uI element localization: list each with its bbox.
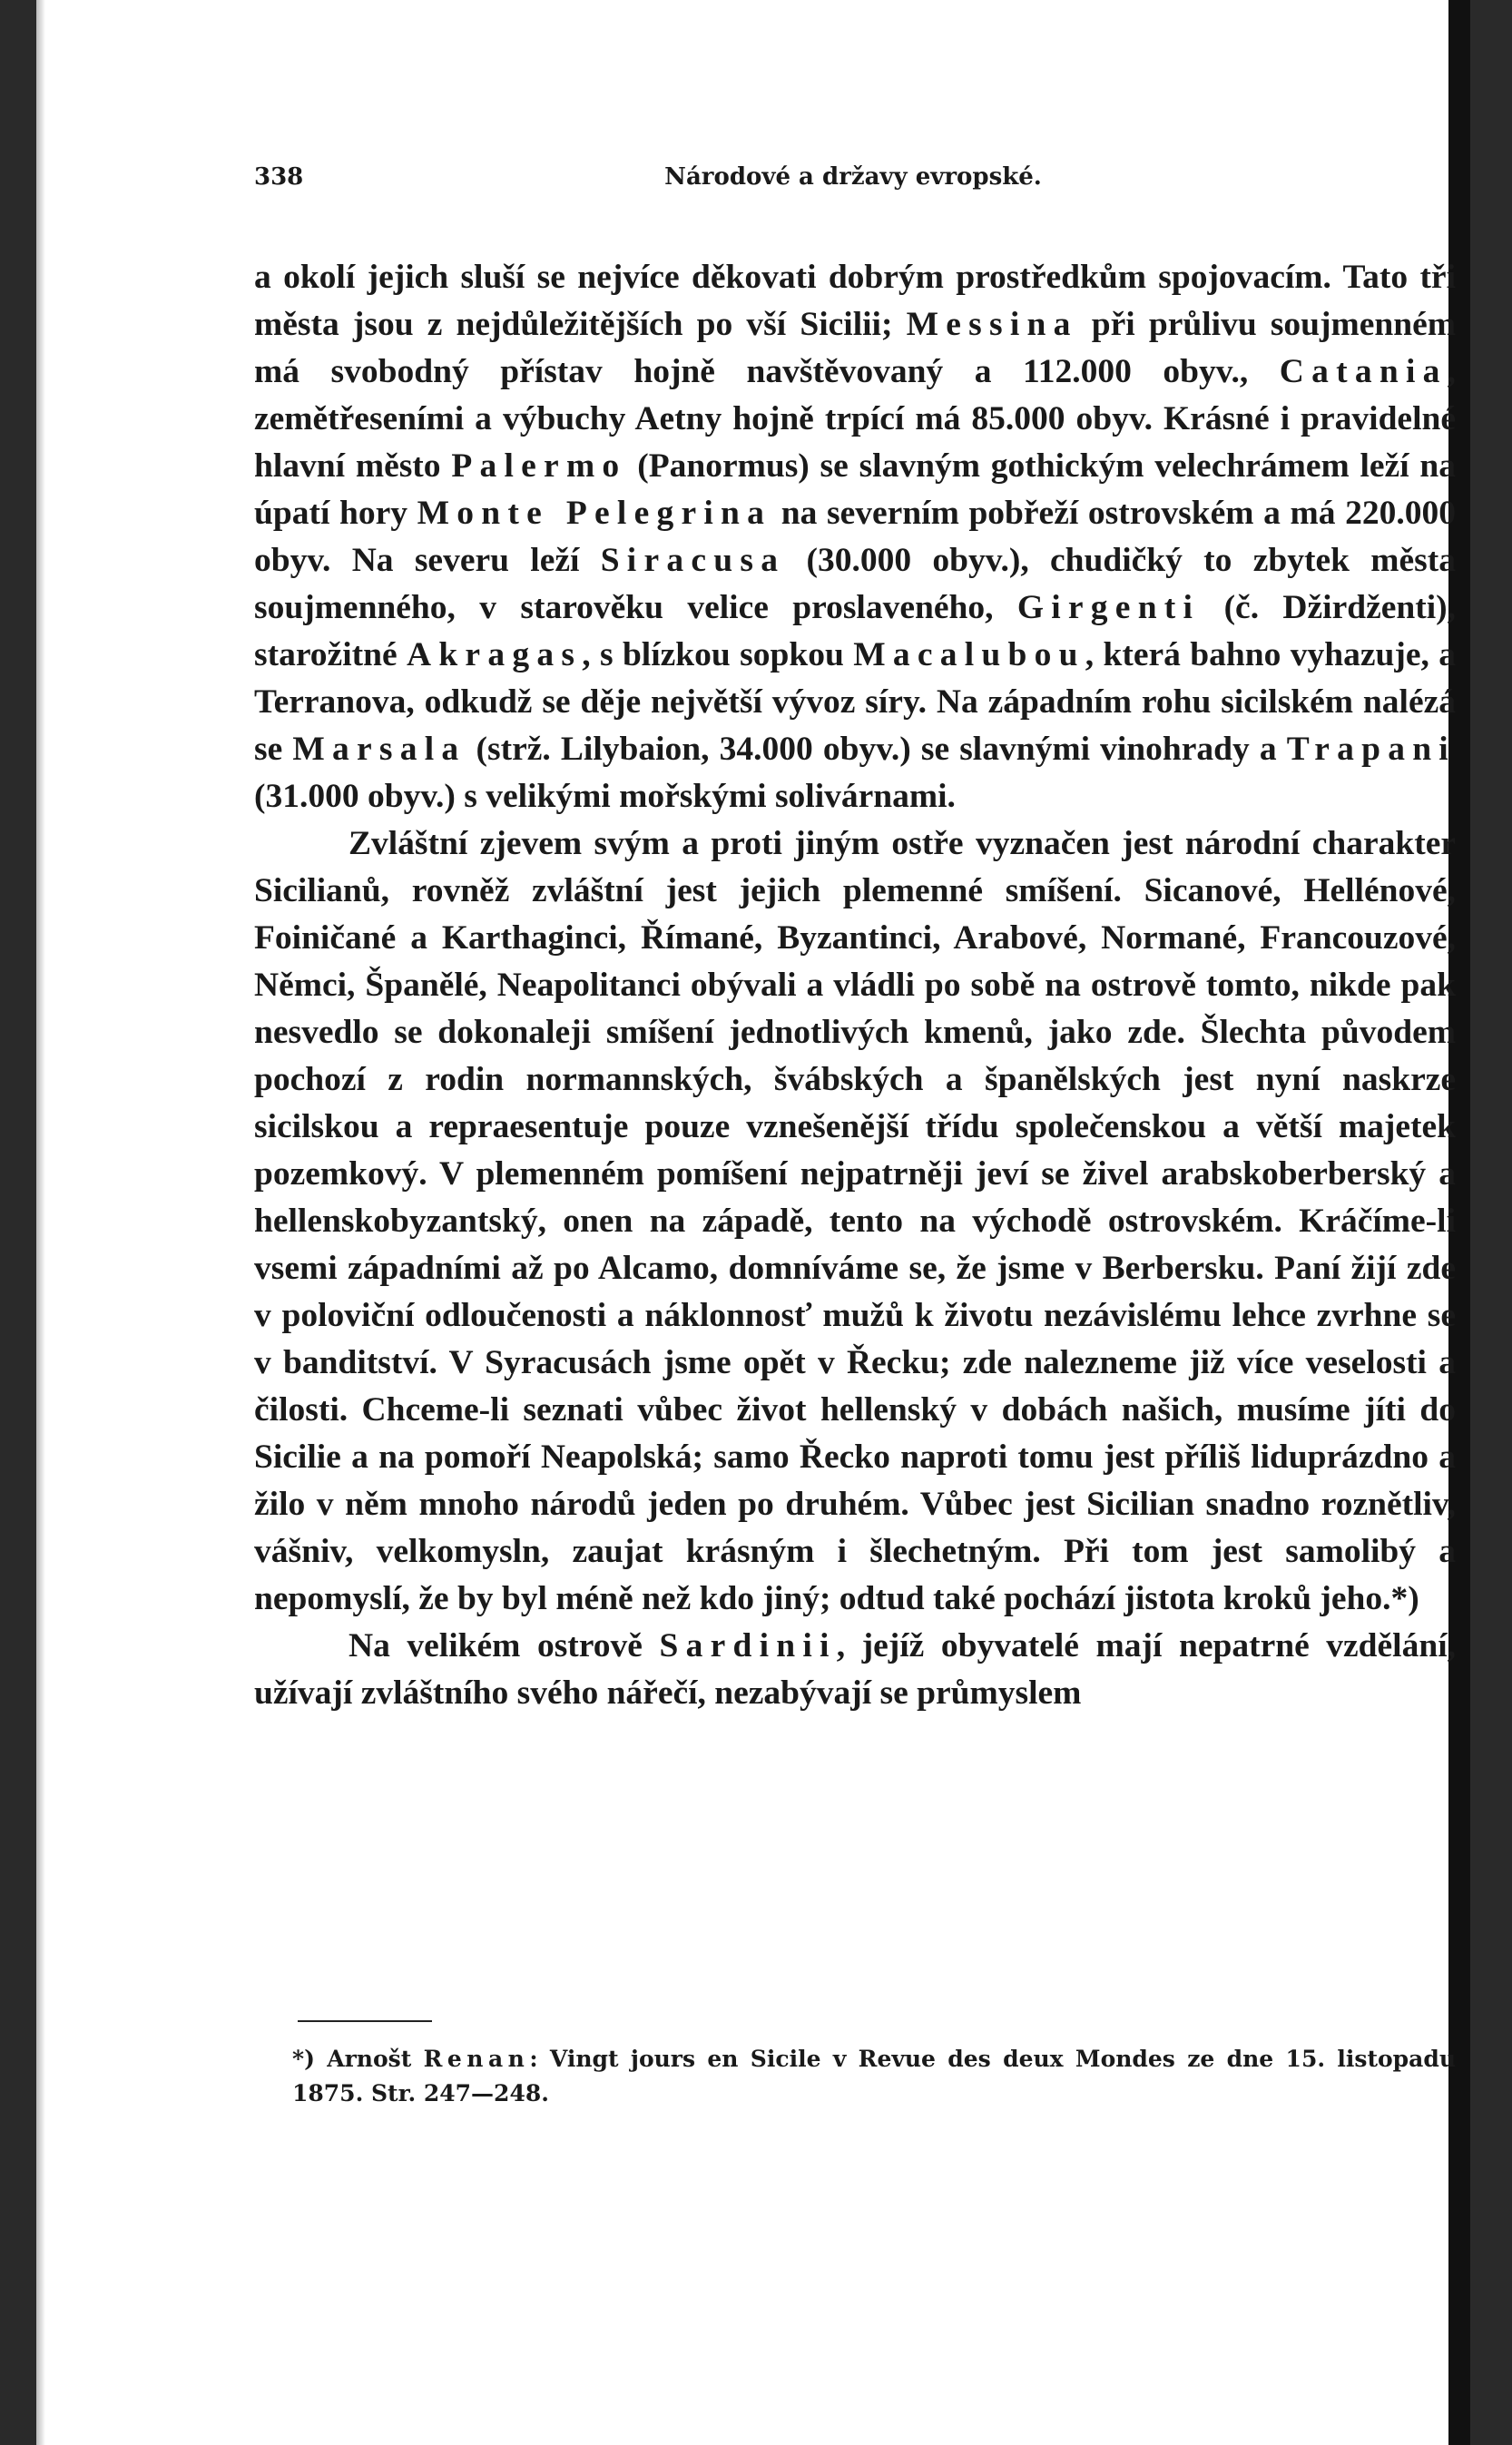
running-title: Národové a državy evropské. <box>664 163 1042 191</box>
text-run: na severním pobřeží ostrovském a má 220.000 obyv. Na severu leží <box>254 495 1456 579</box>
page-header <box>254 163 1452 200</box>
place-name-sardinii: Sardinii <box>659 1627 837 1664</box>
text-run: , zemětřeseními a výbuchy Aetny hojně trpící má 85.000 obyv. Krásné i pravidelné hlavní město <box>254 353 1456 485</box>
place-name-trapani: Trapani <box>1286 731 1456 768</box>
footnote-author: Renan <box>423 2046 530 2072</box>
place-name-messina: Messina <box>906 306 1078 343</box>
place-name-macalubou: Macalubou <box>853 636 1085 673</box>
place-name-siracusa: Siracusa <box>600 542 786 579</box>
text-run: Na velikém ostrově <box>349 1627 660 1664</box>
place-name-monte-pelegrina: Monte Pelegrina <box>417 495 772 532</box>
place-name-akragas: Akragas <box>407 636 583 673</box>
text-run: (31.000 obyv.) s velikými mořskými solivárnami. <box>254 778 956 815</box>
page-number: 338 <box>254 163 304 191</box>
text-run: (Panormus) se slavným gothickým velechrámem leží na úpatí hory <box>254 447 1456 532</box>
book-page <box>36 0 1470 2445</box>
text-run: , jejíž obyvatelé mají nepatrné vzdělání, užívají zvláštního svého nářečí, nezabývají se průmyslem <box>254 1627 1457 1712</box>
text-run: a okolí jejich sluší se nejvíce děkovati dobrým prostředkům spojovacím. Tato tři města jsou z nejdůležitějších po vší Sicilii; <box>254 259 1456 343</box>
footnote-divider <box>298 2020 432 2022</box>
footnote-marker: *) Arnošt <box>292 2046 424 2072</box>
text-run: , s blízkou sopkou <box>582 636 854 673</box>
text-run: , která bahno vyhazuje, a Terranova, odkudž se děje největší vývoz síry. Na západním rohu sicilském nalézá se <box>254 636 1456 768</box>
footnote <box>292 2042 1456 2111</box>
text-run: (30.000 obyv.), chudičký to zbytek města soujmenného, v starověku velice proslaveného, <box>254 542 1456 626</box>
place-name-girgenti: Girgenti <box>1016 589 1201 626</box>
footnote-text: : Vingt jours en Sicile v Revue des deux Mondes ze dne 15. listopadu 1875. Str. 247—248. <box>292 2046 1457 2106</box>
place-name-palermo: Palermo <box>451 447 627 485</box>
paragraph-sicilian-character: Zvláštní zjevem svým a proti jiným ostře vyznačen jest národní charakter Sicilianů, rovněž zvláštní jest jejich plemenné smíšení. Sicanové, Hellénové, Foiničané a Karthaginci, Římané, Byzantinci, Arabové, Normané, Francouzové, Němci, Španělé, Neapolitanci obývali a vládli po sobě na ostrově tomto, nikde pak nesvedlo se dokonaleji smíšení jednotlivých kmenů, jako zde. Šlechta původem pochozí z rodin normannských, švábských a španělských jest nyní naskrze sicilskou a repraesentuje pouze vznešenější třídu společenskou a větší majetek pozemkový. V plemenném pomíšení nejpatrněji jeví se živel arabskoberberský a hellenskobyzantský, onen na západě, tento na východě ostrovském. Kráčíme-li vsemi západními až po Alcamo, domníváme se, že jsme v Berbersku. Paní žijí zde v poloviční odloučenosti a náklonnosť mužů k životu nezávislému lehce zvrhne se v banditství. V Syracusách jsme opět v Řecku; zde nalezneme již více veselosti a čilosti. Chceme-li seznati vůbec život hellenský v dobách našich, musíme jíti do Sicilie a na pomoří Neapolská; samo Řecko naproti tomu jest příliš liduprázdno a žilo v něm mnoho národů jeden po druhém. Vůbec jest Sicilian snadno roznětliv, vášniv, velkomysln, zaujat krásným i šlechetným. Při tom jest samolibý a nepomyslí, že by byl méně než kdo jiný; odtud také pochází jistota kroků jeho.*) <box>254 825 1456 1617</box>
paragraph-sardinia <box>254 1623 1456 1717</box>
text-run: (strž. Lilybaion, 34.000 obyv.) se slavnými vinohrady a <box>466 731 1287 768</box>
place-name-catania: Catania <box>1279 353 1448 390</box>
text-run: (č. Džirdženti), starožitné <box>254 589 1456 673</box>
body-text <box>254 254 1456 1717</box>
text-run: při průlivu soujmenném má svobodný přístav hojně navštěvovaný a 112.000 obyv., <box>254 306 1457 390</box>
place-name-marsala: Marsala <box>292 731 466 768</box>
paragraph-sicily-cities <box>254 254 1456 820</box>
